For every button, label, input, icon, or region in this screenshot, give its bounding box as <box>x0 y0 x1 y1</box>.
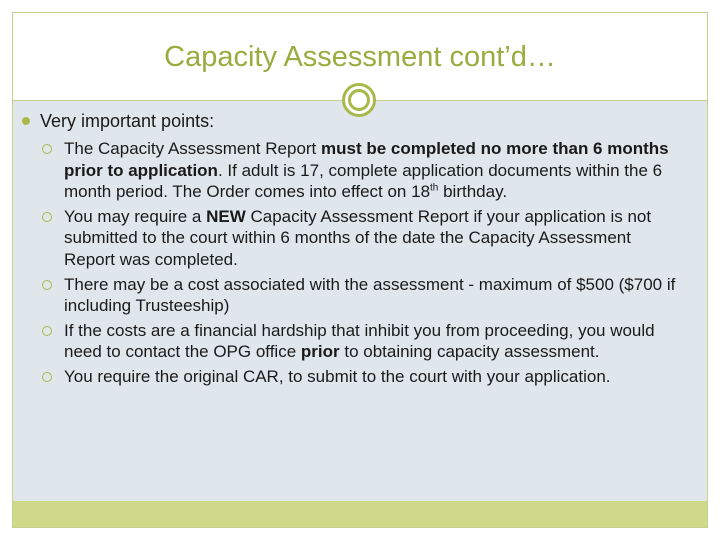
bold-text: NEW <box>206 206 246 226</box>
point-text: birthday. <box>438 182 508 202</box>
point-text: You require the original CAR, to submit to the court with your application. <box>64 366 611 386</box>
hollow-circle-bullet-icon <box>42 280 52 290</box>
slide-title: Capacity Assessment cont’d… <box>164 41 556 73</box>
ornament-inner-ring <box>348 89 370 111</box>
hollow-circle-bullet-icon <box>42 326 52 336</box>
point-text: The Capacity Assessment Report <box>64 139 322 158</box>
list-item <box>22 138 682 203</box>
point-text: There may be a cost associated with the assessment - maximum of $500 ($700 if including Trusteeship) <box>64 274 676 316</box>
sub-point-list <box>22 138 682 388</box>
point-text: to obtaining capacity assessment. <box>339 342 600 362</box>
list-item <box>22 320 682 363</box>
hollow-circle-bullet-icon <box>42 144 52 154</box>
list-item <box>22 274 682 317</box>
point-text: Capacity Assessment Report if your application is not submitted to the court within 6 months of the date the Capacity Assessment Report was completed. <box>64 206 652 269</box>
heading-point-text: Very important points: <box>40 111 215 131</box>
hollow-circle-bullet-icon <box>42 212 52 222</box>
point-text: You may require a <box>64 206 207 226</box>
bold-text: must be completed no more than 6 months prior to application <box>64 139 669 180</box>
point-text: If the costs are a financial hardship that inhibit you from proceeding, you would need to contact the OPG office <box>64 320 655 362</box>
bold-text: prior <box>300 342 340 362</box>
point-text: . If adult is 17, complete application documents within the 6 month period. The Order comes into effect on 18 <box>64 160 663 202</box>
footer-band <box>13 501 707 527</box>
filled-circle-bullet-icon <box>22 117 30 125</box>
list-item <box>22 206 682 271</box>
bullet-list <box>22 110 682 391</box>
list-item-heading <box>22 110 682 132</box>
hollow-circle-bullet-icon <box>42 372 52 382</box>
superscript-text: th <box>430 182 439 194</box>
list-item <box>22 366 682 388</box>
